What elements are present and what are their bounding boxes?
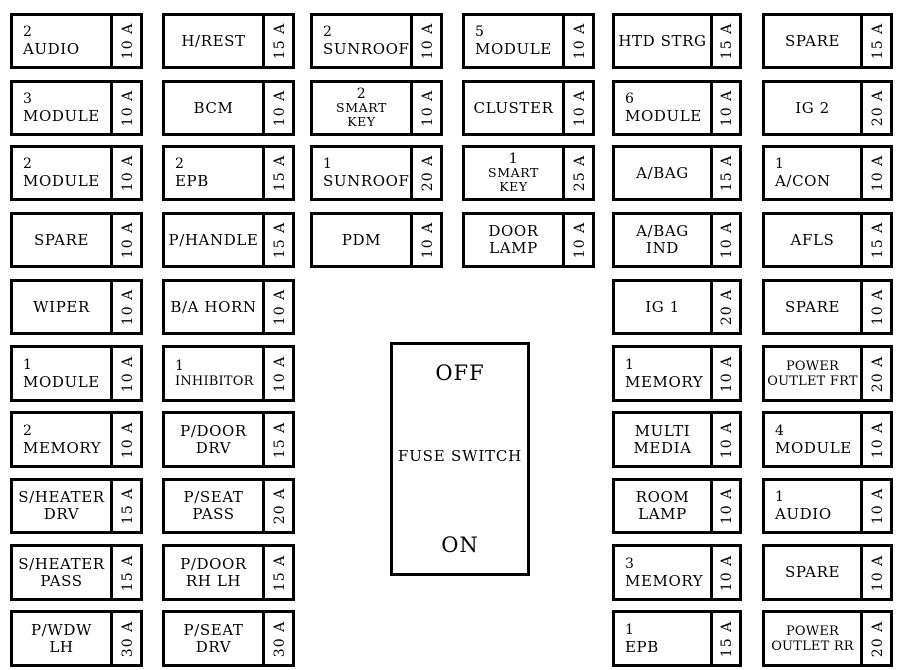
fuse-label-line: SUNROOF xyxy=(323,172,410,190)
fuse-label xyxy=(13,148,113,198)
fuse-power-outlet-frt[interactable] xyxy=(762,345,893,402)
fuse-label xyxy=(615,414,713,465)
fuse-rating-text: 10 A xyxy=(719,421,736,458)
fuse-label-line: 2 xyxy=(356,86,367,102)
fuse-label-line: SPARE xyxy=(784,563,841,581)
fuse-rating-text: 10 A xyxy=(719,355,736,392)
fuse-label-line: MODULE xyxy=(23,372,100,391)
fuse-label xyxy=(615,148,713,198)
fuse-label xyxy=(765,215,863,265)
fuse-rating xyxy=(569,16,592,66)
fuse-rating-text: 10 A xyxy=(120,89,137,127)
fuse-rating xyxy=(269,282,292,332)
fuse-switch-title: FUSE SWITCH xyxy=(397,447,523,465)
fuse-label-line: S/HEATER xyxy=(18,554,105,573)
fuse-label-line: MULTI xyxy=(634,421,691,440)
fuse-memory-3[interactable] xyxy=(612,544,742,601)
fuse-door-lamp[interactable] xyxy=(462,212,595,268)
fuse-label-line: MODULE xyxy=(775,438,852,457)
fuse-label-line: B/A HORN xyxy=(170,297,257,316)
fuse-rating-text: 15 A xyxy=(272,221,289,259)
fuse-rating-text: 10 A xyxy=(272,355,289,392)
fuse-label xyxy=(313,215,413,265)
fuse-s-heater-drv[interactable] xyxy=(10,478,143,534)
fuse-label-line: 1 xyxy=(625,356,635,373)
fuse-ig-1[interactable] xyxy=(612,279,742,335)
fuse-label-line: DRV xyxy=(195,438,232,457)
fuse-label-line: A/BAG xyxy=(636,163,689,182)
fuse-rating xyxy=(269,83,292,133)
fuse-label-line: MEMORY xyxy=(625,372,704,391)
fuse-label xyxy=(465,83,565,133)
fuse-label-line: ROOM xyxy=(635,488,690,506)
fuse-rating xyxy=(867,613,890,664)
fuse-label-line: 5 xyxy=(475,24,485,40)
fuse-module-3[interactable] xyxy=(10,80,143,136)
fuse-label-line: MODULE xyxy=(23,172,100,190)
fuse-htd-strg[interactable] xyxy=(612,13,742,69)
fuse-rating-text: 15 A xyxy=(719,22,736,60)
fuse-power-outlet-rr[interactable] xyxy=(762,610,893,667)
fuse-label xyxy=(765,348,863,399)
fuse-label xyxy=(13,215,113,265)
fuse-a-con-1[interactable] xyxy=(762,145,893,201)
fuse-rating-text: 10 A xyxy=(272,89,289,127)
fuse-label xyxy=(465,148,565,198)
fuse-rating-text: 15 A xyxy=(719,154,736,192)
fuse-label xyxy=(165,215,265,265)
fuse-label-line: MEDIA xyxy=(633,438,692,457)
fuse-rating-text: 15 A xyxy=(719,620,736,657)
fuse-label-line: H/REST xyxy=(181,31,246,50)
fuse-rating xyxy=(117,148,140,198)
fuse-rating xyxy=(117,348,140,399)
fuse-rating-text: 20 A xyxy=(870,355,887,392)
fuse-label-line: PDM xyxy=(341,230,382,249)
fuse-label xyxy=(165,282,265,332)
fuse-rating xyxy=(417,83,440,133)
fuse-p-handle[interactable] xyxy=(162,212,295,268)
fuse-label-line: AUDIO xyxy=(775,505,832,523)
fuse-rating-text: 15 A xyxy=(272,154,289,192)
fuse-rating-text: 10 A xyxy=(420,89,437,127)
fuse-label xyxy=(165,148,265,198)
fuse-rating xyxy=(867,16,890,66)
fuse-rating-text: 10 A xyxy=(870,421,887,458)
fuse-switch-on-label: ON xyxy=(441,533,479,557)
fuse-rating-text: 10 A xyxy=(420,221,437,259)
fuse-memory-2[interactable] xyxy=(10,411,143,468)
fuse-label-line: IND xyxy=(646,239,679,257)
fuse-rating-text: 15 A xyxy=(272,421,289,458)
fuse-rating xyxy=(417,148,440,198)
fuse-spare-l4[interactable] xyxy=(10,212,143,268)
fuse-rating-text: 20 A xyxy=(870,89,887,127)
fuse-rating xyxy=(569,148,592,198)
fuse-rating-text: 10 A xyxy=(120,22,137,60)
fuse-rating-text: 10 A xyxy=(870,154,887,192)
fuse-label xyxy=(13,83,113,133)
fuse-rating xyxy=(716,83,739,133)
fuse-label-line: DRV xyxy=(195,637,232,656)
fuse-rating xyxy=(716,16,739,66)
fuse-label xyxy=(13,613,113,664)
fuse-label xyxy=(13,348,113,399)
fuse-label-line: SPARE xyxy=(33,230,90,249)
fuse-p-seat-drv[interactable] xyxy=(162,610,295,667)
fuse-rating-text: 25 A xyxy=(572,154,589,192)
fuse-label-line: 1 xyxy=(508,151,519,167)
fuse-memory-1[interactable] xyxy=(612,345,742,402)
fuse-smart-key-1[interactable] xyxy=(462,145,595,201)
fuse-s-heater-pass[interactable] xyxy=(10,544,143,601)
fuse-label-line: 2 xyxy=(175,156,185,172)
fuse-rating-text: 10 A xyxy=(870,288,887,326)
fuse-ig-2[interactable] xyxy=(762,80,893,136)
fuse-module-4[interactable] xyxy=(762,411,893,468)
fuse-label-line: PASS xyxy=(40,571,83,590)
fuse-label-line: SMART xyxy=(488,165,539,180)
fuse-spare-r9[interactable] xyxy=(762,544,893,601)
fuse-rating xyxy=(716,414,739,465)
fuse-spare-r5[interactable] xyxy=(762,279,893,335)
fuse-afls[interactable] xyxy=(762,212,893,268)
fuse-label-line: P/SEAT xyxy=(183,488,244,506)
fuse-rating-text: 30 A xyxy=(272,620,289,657)
fuse-label xyxy=(765,613,863,664)
fuse-label xyxy=(765,481,863,531)
fuse-label-line: IG 2 xyxy=(795,98,830,117)
fuse-label xyxy=(465,16,565,66)
fuse-rating xyxy=(117,16,140,66)
fuse-rating-text: 10 A xyxy=(272,288,289,326)
fuse-label-line: MODULE xyxy=(475,40,552,58)
fuse-label-line: 4 xyxy=(775,422,785,439)
fuse-rating xyxy=(867,414,890,465)
fuse-label-line: PASS xyxy=(192,505,235,523)
fuse-label-line: P/DOOR xyxy=(180,421,247,440)
fuse-label-line: 2 xyxy=(23,156,33,172)
fuse-rating-text: 15 A xyxy=(870,22,887,60)
fuse-h-rest[interactable] xyxy=(162,13,295,69)
fuse-label-line: LAMP xyxy=(638,505,687,523)
fuse-rating-text: 10 A xyxy=(572,22,589,60)
fuse-p-wdw-lh[interactable] xyxy=(10,610,143,667)
fuse-epb-2[interactable] xyxy=(162,145,295,201)
fuse-rating xyxy=(716,547,739,598)
fuse-label xyxy=(165,83,265,133)
fuse-label xyxy=(765,414,863,465)
fuse-label xyxy=(313,16,413,66)
fuse-label-line: INHIBITOR xyxy=(175,373,254,389)
fuse-label xyxy=(615,613,713,664)
fuse-label xyxy=(313,83,413,133)
fuse-label-line: DRV xyxy=(43,505,80,523)
fuse-rating xyxy=(867,348,890,399)
fuse-label-line: LAMP xyxy=(489,239,538,257)
fuse-rating xyxy=(117,547,140,598)
fuse-rating xyxy=(569,215,592,265)
fuse-label-line: 1 xyxy=(175,357,185,374)
fuse-label xyxy=(13,282,113,332)
fuse-rating xyxy=(716,148,739,198)
fuse-label-line: MEMORY xyxy=(23,438,102,457)
fuse-module-6[interactable] xyxy=(612,80,742,136)
fuse-rating xyxy=(417,215,440,265)
fuse-label-line: A/CON xyxy=(775,172,831,190)
fuse-label-line: POWER xyxy=(785,623,840,639)
fuse-label-line: KEY xyxy=(347,114,376,129)
fuse-label-line: SPARE xyxy=(784,31,841,50)
fuse-rating xyxy=(269,16,292,66)
fuse-label xyxy=(165,348,265,399)
fuse-label-line: OUTLET RR xyxy=(771,638,854,654)
fuse-label-line: WIPER xyxy=(33,297,90,316)
fuse-rating xyxy=(716,348,739,399)
fuse-rating xyxy=(716,282,739,332)
fuse-inhibitor-1[interactable] xyxy=(162,345,295,402)
fuse-label-line: DOOR xyxy=(488,222,539,240)
fuse-rating xyxy=(269,348,292,399)
fuse-a-bag-ind[interactable] xyxy=(612,212,742,268)
fuse-label xyxy=(615,83,713,133)
fuse-label-line: 3 xyxy=(23,91,33,107)
fuse-sunroof-2[interactable] xyxy=(310,13,443,69)
fuse-label-line: POWER xyxy=(785,358,840,374)
fuse-rating xyxy=(867,481,890,531)
fuse-label-line: AUDIO xyxy=(23,40,80,58)
fuse-rating xyxy=(269,481,292,531)
fuse-rating xyxy=(269,148,292,198)
fuse-rating-text: 10 A xyxy=(719,89,736,127)
fuse-multi-media[interactable] xyxy=(612,411,742,468)
fuse-label-line: MODULE xyxy=(23,107,100,125)
fuse-pdm[interactable] xyxy=(310,212,443,268)
fuse-label xyxy=(165,547,265,598)
fuse-rating-text: 15 A xyxy=(870,221,887,259)
fuse-label xyxy=(165,481,265,531)
fuse-label-line: 3 xyxy=(625,555,635,572)
fuse-rating-text: 10 A xyxy=(719,554,736,591)
fuse-rating-text: 10 A xyxy=(120,221,137,259)
fuse-label xyxy=(615,16,713,66)
fuse-audio-2[interactable] xyxy=(10,13,143,69)
fuse-room-lamp[interactable] xyxy=(612,478,742,534)
fuse-rating xyxy=(867,148,890,198)
fuse-rating-text: 10 A xyxy=(120,355,137,392)
fuse-rating-text: 15 A xyxy=(272,22,289,60)
fuse-label-line: MEMORY xyxy=(625,571,704,590)
fuse-switch[interactable] xyxy=(390,342,530,576)
fuse-label xyxy=(615,282,713,332)
fuse-label-line: 1 xyxy=(23,356,33,373)
fuse-label-line: 1 xyxy=(775,489,785,505)
fuse-rating-text: 20 A xyxy=(870,620,887,657)
fuse-rating-text: 20 A xyxy=(420,154,437,192)
fuse-rating xyxy=(417,16,440,66)
fuse-rating-text: 10 A xyxy=(120,288,137,326)
fuse-label-line: HTD STRG xyxy=(618,31,707,50)
fuse-label-line: IG 1 xyxy=(645,297,680,316)
fuse-rating-text: 20 A xyxy=(719,288,736,326)
fuse-label-line: KEY xyxy=(499,179,528,194)
fuse-label-line: P/SEAT xyxy=(183,620,244,639)
fuse-rating xyxy=(117,613,140,664)
fuse-rating-text: 15 A xyxy=(272,554,289,591)
fuse-rating-text: 10 A xyxy=(120,421,137,458)
fuse-label xyxy=(765,148,863,198)
fuse-label xyxy=(165,414,265,465)
fuse-label-line: 1 xyxy=(323,156,333,172)
fuse-spare-r1[interactable] xyxy=(762,13,893,69)
fuse-rating-text: 10 A xyxy=(572,89,589,127)
fuse-label xyxy=(765,83,863,133)
fuse-rating-text: 20 A xyxy=(272,487,289,525)
fuse-label-line: 2 xyxy=(23,24,33,40)
fuse-rating-text: 10 A xyxy=(420,22,437,60)
fuse-cluster[interactable] xyxy=(462,80,595,136)
fuse-rating xyxy=(867,83,890,133)
fuse-p-door-rh-lh[interactable] xyxy=(162,544,295,601)
fuse-label-line: CLUSTER xyxy=(473,98,554,117)
fuse-rating-text: 10 A xyxy=(719,221,736,259)
fuse-rating xyxy=(867,282,890,332)
fuse-label-line: P/DOOR xyxy=(180,554,247,573)
fuse-rating-text: 10 A xyxy=(572,221,589,259)
fuse-label-line: 1 xyxy=(625,621,635,638)
fuse-rating xyxy=(117,83,140,133)
fuse-label-line: BCM xyxy=(193,98,234,117)
fuse-label-line: SPARE xyxy=(784,297,841,316)
fuse-rating xyxy=(117,414,140,465)
fuse-module-2[interactable] xyxy=(10,145,143,201)
fuse-label-line: RH LH xyxy=(185,571,242,590)
fuse-label xyxy=(313,148,413,198)
fuse-module-1[interactable] xyxy=(10,345,143,402)
fuse-label-line: 2 xyxy=(323,24,333,40)
fuse-label xyxy=(13,16,113,66)
fuse-label xyxy=(615,481,713,531)
fuse-sunroof-1[interactable] xyxy=(310,145,443,201)
fuse-label xyxy=(765,282,863,332)
fuse-label-line: EPB xyxy=(175,172,209,190)
fuse-switch-off-label: OFF xyxy=(435,361,485,385)
fuse-label xyxy=(165,16,265,66)
fuse-rating-text: 10 A xyxy=(719,487,736,525)
fuse-label xyxy=(13,481,113,531)
fuse-rating-text: 10 A xyxy=(120,154,137,192)
fuse-label xyxy=(165,613,265,664)
fuse-label-line: 1 xyxy=(775,156,785,172)
fuse-label xyxy=(465,215,565,265)
fuse-rating-text: 15 A xyxy=(120,487,137,525)
fuse-rating xyxy=(867,547,890,598)
fuse-rating-text: 10 A xyxy=(870,554,887,591)
fuse-rating xyxy=(716,613,739,664)
fuse-label-line: P/HANDLE xyxy=(168,230,259,249)
fuse-a-bag[interactable] xyxy=(612,145,742,201)
fuse-rating xyxy=(867,215,890,265)
fuse-label xyxy=(615,215,713,265)
fuse-label-line: AFLS xyxy=(790,230,835,249)
fuse-label-line: SMART xyxy=(336,100,387,115)
fuse-rating xyxy=(716,215,739,265)
fuse-wiper[interactable] xyxy=(10,279,143,335)
fuse-label-line: MODULE xyxy=(625,107,702,125)
fuse-rating xyxy=(117,282,140,332)
fuse-rating xyxy=(117,481,140,531)
fuse-module-5[interactable] xyxy=(462,13,595,69)
fuse-epb-1[interactable] xyxy=(612,610,742,667)
fuse-label xyxy=(13,414,113,465)
fuse-smart-key-2[interactable] xyxy=(310,80,443,136)
fuse-label-line: 6 xyxy=(625,91,635,107)
fuse-label-line: EPB xyxy=(625,637,659,656)
fuse-label-line: P/WDW xyxy=(30,620,92,639)
fuse-b-a-horn[interactable] xyxy=(162,279,295,335)
fuse-label-line: S/HEATER xyxy=(18,488,105,506)
fuse-audio-1[interactable] xyxy=(762,478,893,534)
fuse-label-line: OUTLET FRT xyxy=(767,373,858,389)
fuse-rating xyxy=(569,83,592,133)
fuse-rating xyxy=(269,613,292,664)
fuse-label-line: LH xyxy=(49,637,74,656)
fuse-label-line: SUNROOF xyxy=(323,40,410,58)
fuse-label-line: 2 xyxy=(23,422,33,439)
fuse-label xyxy=(13,547,113,598)
fuse-rating xyxy=(269,414,292,465)
fuse-label xyxy=(765,16,863,66)
fuse-label-line: A/BAG xyxy=(636,222,689,240)
fuse-rating xyxy=(269,547,292,598)
fuse-rating xyxy=(269,215,292,265)
fuse-rating xyxy=(117,215,140,265)
fuse-label xyxy=(615,348,713,399)
fuse-rating-text: 15 A xyxy=(120,554,137,591)
fuse-rating-text: 10 A xyxy=(870,487,887,525)
fuse-p-door-drv[interactable] xyxy=(162,411,295,468)
fuse-label xyxy=(615,547,713,598)
fuse-bcm[interactable] xyxy=(162,80,295,136)
fuse-label xyxy=(765,547,863,598)
fuse-rating xyxy=(716,481,739,531)
fuse-rating-text: 30 A xyxy=(120,620,137,657)
fuse-p-seat-pass[interactable] xyxy=(162,478,295,534)
